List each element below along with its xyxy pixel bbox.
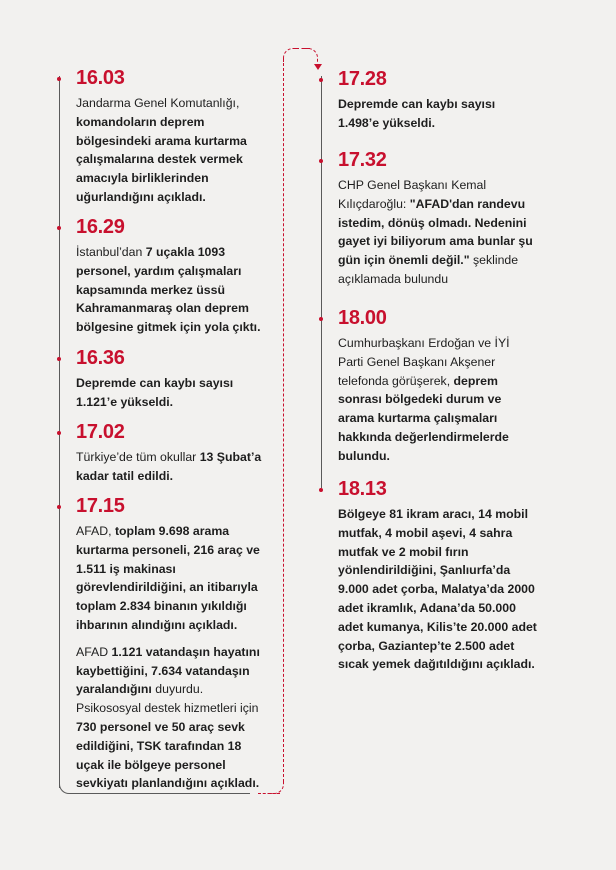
entry-time: 18.00 — [338, 307, 387, 329]
entry-time: 16.03 — [76, 67, 125, 89]
entry-text: Depremde can kaybı sayısı 1.121’e yükseldi. — [76, 376, 234, 409]
entry-time: 17.02 — [76, 421, 125, 443]
entry-paragraph: AFAD 1.121 vatandaşın hayatını kaybettiğini, 7.634 vatandaşın yaralandığını duyurdu. Psikososyal destek hizmetleri için 730 personel ve 50 araç sevk edildiğini, TSK tarafından 18 uçak ile bölgeye personel sevkiyatı planlandığını açıkladı. — [76, 644, 260, 791]
timeline-entry-1702 — [76, 420, 271, 486]
right-timeline-line — [321, 76, 322, 488]
entry-text: Depremde can kaybı sayısı 1.498’e yükseldi. — [338, 97, 496, 130]
middle-dashed-curve — [270, 780, 284, 794]
entry-text: Bölgeye 81 ikram aracı, 14 mobil mutfak, 4 mobil aşevi, 4 sahra mutfak ve 2 mobil fırın yönlendirildiğini, Şanlıurfa’da 9.000 adet çorba, Malatya’da 2000 adet ikramlık, Adana’da 50.000 adet kumanya, Kilis’te 20.000 adet çorba, Gaziantep’te 2.500 adet sıcak yemek dağıtıldığını açıkladı. — [338, 507, 537, 672]
timeline-dot — [57, 431, 61, 435]
timeline-dot — [319, 78, 323, 82]
timeline-dot — [319, 488, 323, 492]
top-dashed-curve — [283, 48, 297, 62]
entry-text: Türkiye’de tüm okullar 13 Şubat’a kadar tatil edildi. — [76, 450, 262, 483]
timeline-dot — [319, 317, 323, 321]
entry-time: 17.15 — [76, 495, 125, 517]
entry-text: Jandarma Genel Komutanlığı, komandoların deprem bölgesindeki arama kurtarma çalışmalarına destek vermek amacıyla birliklerinden uğurlandığını açıkladı. — [76, 96, 247, 204]
timeline-entry-1629 — [76, 215, 271, 337]
entry-text: CHP Genel Başkanı Kemal Kılıçdaroğlu: "AFAD'dan randevu istedim, dönüş olmadı. Nedenini gayet iyi biliyorum ama bunlar şu gün için önemli değil." şeklinde açıklamada bulundu — [338, 178, 533, 286]
timeline-entry-1813 — [338, 477, 538, 674]
timeline-dot — [57, 505, 61, 509]
timeline-entry-1800 — [338, 306, 538, 466]
entry-time: 18.13 — [338, 478, 387, 500]
top-dashed-curve-right — [304, 48, 318, 62]
timeline-entry-1732 — [338, 148, 538, 289]
timeline-entry-1715 — [76, 494, 271, 793]
entry-time: 17.32 — [338, 149, 387, 171]
entry-time: 17.28 — [338, 68, 387, 90]
timeline-entry-1603 — [76, 66, 271, 207]
timeline-dot — [57, 357, 61, 361]
down-arrow-icon — [314, 64, 322, 70]
timeline-dot — [57, 226, 61, 230]
entry-text: Cumhurbaşkanı Erdoğan ve İYİ Parti Genel Başkanı Akşener telefonda görüşerek, deprem sonrası bölgedeki durum ve arama kurtarma çalışmaları hakkında değerlendirmelerde bulundu. — [338, 336, 510, 463]
timeline-dot — [57, 77, 61, 81]
entry-text: İstanbul’dan 7 uçakla 1093 personel, yardım çalışmaları kapsamında merkez üssü Kahramanmaraş olan deprem bölgesine gitmek için yola çıktı. — [76, 245, 261, 335]
timeline-entry-1728 — [338, 67, 538, 133]
entry-time: 16.36 — [76, 347, 125, 369]
entry-paragraph: AFAD, toplam 9.698 arama kurtarma personeli, 216 araç ve 1.511 iş makinası görevlendirildiğini, an itibarıyla toplam 2.834 binanın yıkıldığı ihbarının alındığını açıkladı. — [76, 524, 260, 632]
timeline-entry-1636 — [76, 346, 271, 412]
left-timeline-curve — [59, 780, 73, 794]
entry-time: 16.29 — [76, 216, 125, 238]
timeline-dot — [319, 159, 323, 163]
entry-text — [76, 522, 271, 793]
middle-dashed-line — [283, 58, 284, 782]
